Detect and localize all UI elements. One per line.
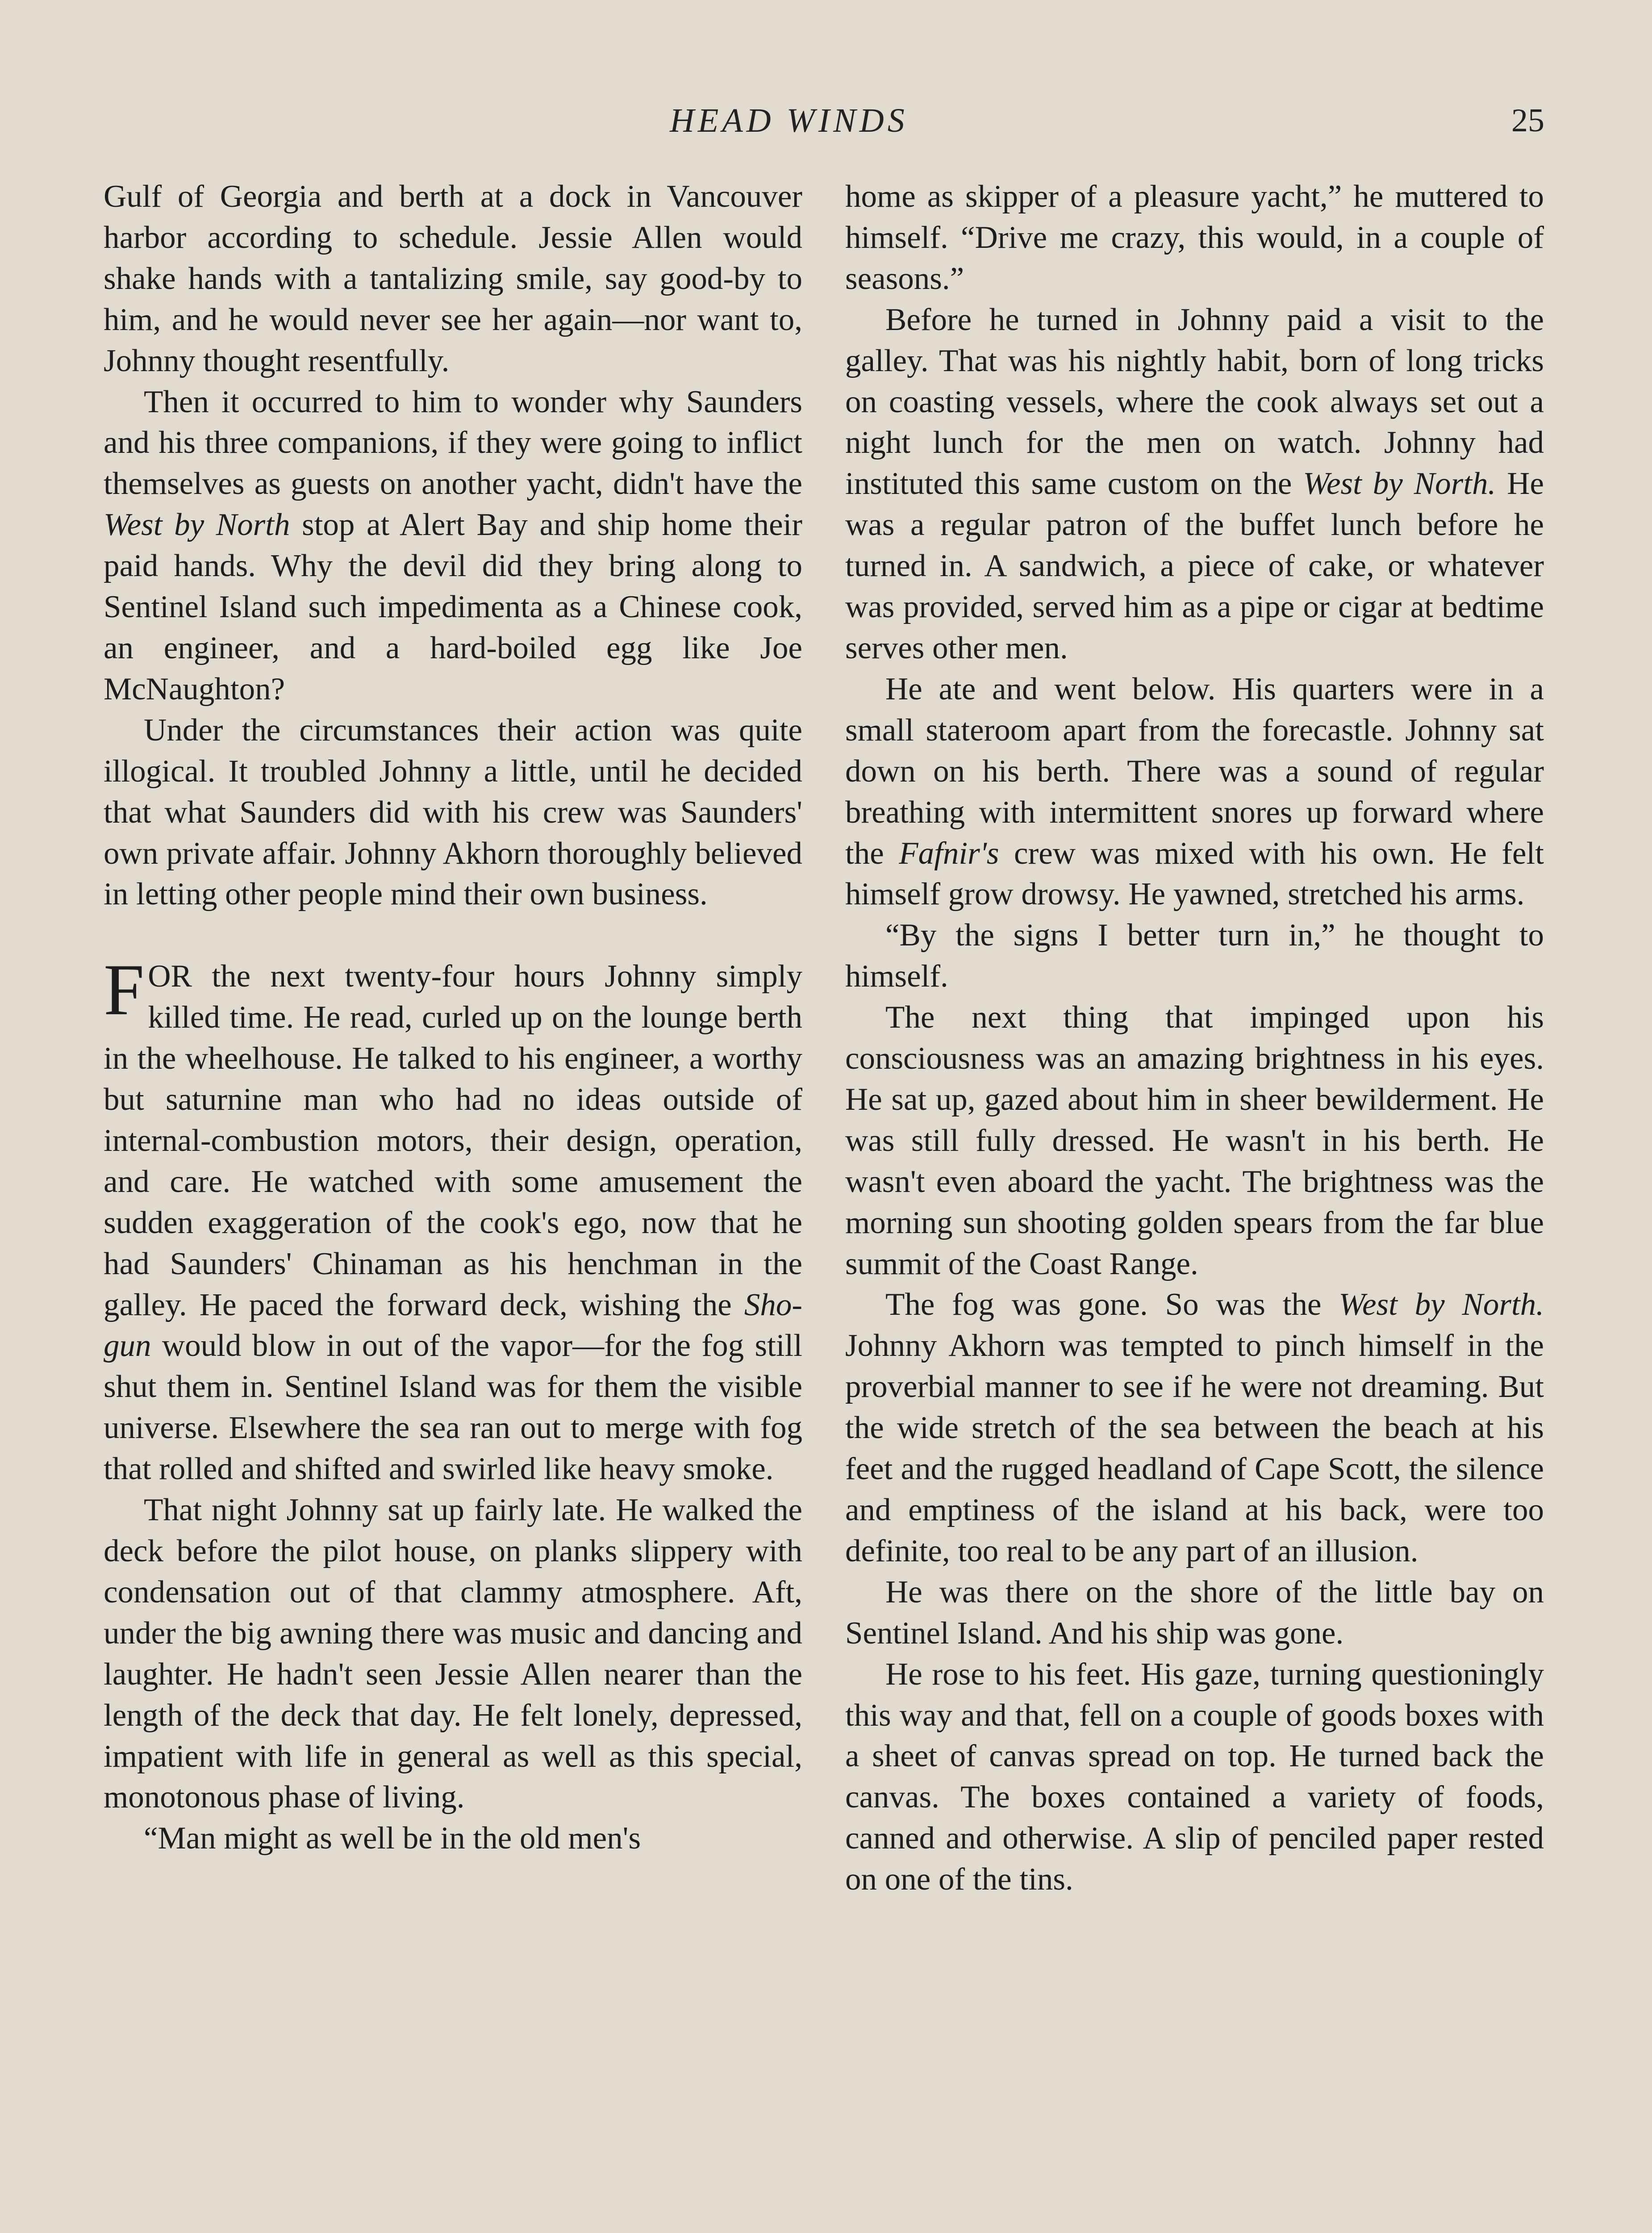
paragraph: He rose to his feet. His gaze, turning questioningly this way and that, fell on a couple of goods boxes with a sheet of canvas spread on top. He turned back the canvas. The boxes contained a variety of foods, canned and otherwise. A slip of penciled paper rested on one of the tins. (845, 1656, 1544, 1897)
paragraph-text: crew was mixed with his own. He felt himself grow drowsy. He yawned, stretched his arms. (845, 836, 1544, 912)
paragraph: That night Johnny sat up fairly late. He walked the deck before the pilot house, on planks slippery with condensation out of that clammy atmosphere. Aft, under the big awning there was music and dancing and laughter. He hadn't seen Jessie Allen nearer than the length of the deck that day. He felt lonely, depressed, impatient with life in general as well as this special, monotonous phase of living. (104, 1493, 802, 1815)
section-break (104, 915, 802, 956)
paragraph-text: Before he turned in Johnny paid a visit to the galley. That was his nightly habit, born of long tricks on coasting vessels, where the cook always set out a night lunch for the men on watch. Johnny had instituted this same custom on the (845, 302, 1544, 502)
paragraph: home as skipper of a pleasure yacht,” he muttered to himself. “Drive me crazy, this would, in a couple of seasons.” (845, 179, 1544, 296)
paragraph: The next thing that impinged upon his consciousness was an amazing brightness in his eyes. He sat up, gazed about him in sheer bewilderment. He was still fully dressed. He wasn't in his berth. He wasn't even aboard the yacht. The brightness was the morning sun shooting golden spears from the far blue summit of the Coast Range. (845, 1000, 1544, 1281)
page-number: 25 (1511, 102, 1544, 139)
paragraph (104, 382, 802, 710)
paragraph-text: would blow in out of the vapor—for the fog still shut them in. Sentinel Island was for them the visible universe. Elsewhere the sea ran out to merge with fog that rolled and shifted and swirled like heavy smoke. (104, 1328, 802, 1487)
paragraph-text: stop at Alert Bay and ship home their paid hands. Why the devil did they bring along to Sentinel Island such impedimenta as a Chinese cook, an engineer, and a hard-boiled egg like Joe McNaughton? (104, 507, 802, 707)
ship-name: West by North (104, 507, 290, 543)
paragraph: Under the circumstances their action was quite illogical. It troubled Johnny a little, until he decided that what Saunders did with his crew was Saunders' own private affair. Johnny Akhorn thoroughly believed in letting other people mind their own business. (104, 712, 802, 912)
right-column (845, 176, 1544, 2233)
ship-name: West by North. (1303, 466, 1496, 502)
paragraph-text: OR the next twenty-four hours Johnny simply killed time. He read, curled up on the lounge berth in the wheelhouse. He talked to his engineer, a worthy but saturnine man who had no ideas outside of internal-combustion motors, their design, operation, and care. He watched with some amusement the sudden exaggeration of the cook's ego, now that he had Saunders' Chinaman as his henchman in the galley. He paced the forward deck, wishing the (104, 959, 802, 1322)
paragraph: Gulf of Georgia and berth at a dock in Vancouver harbor according to schedule. Jessie Allen would shake hands with a tantalizing smile, say good-by to him, and he would never see her again—nor want to, Johnny thought resentfully. (104, 179, 802, 378)
running-title: HEAD WINDS (670, 102, 908, 139)
paragraph-text: He was a regular patron of the buffet lunch before he turned in. A sandwich, a piece of cake, or whatever was provided, served him as a pipe or cigar at bedtime serves other men. (845, 466, 1544, 665)
paragraph (845, 669, 1544, 915)
paragraph (845, 300, 1544, 669)
paragraph (104, 949, 802, 1490)
ship-name: Fafnir's (899, 836, 999, 871)
paragraph-text: He ate and went below. His quarters were in a small stateroom apart from the forecastle. Johnny sat down on his berth. There was a sound of regular breathing with intermittent snores up forward where the (845, 671, 1544, 871)
ship-name: Sho-gun (104, 1287, 802, 1363)
page-header (0, 96, 1652, 145)
paragraph-text: Then it occurred to him to wonder why Saunders and his three companions, if they were going to inflict themselves as guests on another yacht, didn't have the (104, 384, 802, 502)
drop-cap: F (104, 949, 145, 1031)
paragraph-text: Johnny Akhorn was tempted to pinch himself in the proverbial manner to see if he were not dreaming. But the wide stretch of the sea between the beach at his feet and the rugged headland of Cape Scott, the silence and emptiness of the island at his back, were too definite, too real to be any part of an illusion. (845, 1328, 1544, 1568)
left-column (104, 176, 802, 2233)
paragraph: He was there on the shore of the little bay on Sentinel Island. And his ship was gone. (845, 1574, 1544, 1651)
paragraph: “By the signs I better turn in,” he thought to himself. (845, 918, 1544, 994)
paragraph: “Man might as well be in the old men's (144, 1821, 641, 1856)
ship-name: West by North. (1339, 1287, 1544, 1322)
paragraph-text: The fog was gone. So was the (885, 1287, 1339, 1322)
paragraph (845, 1284, 1544, 1572)
